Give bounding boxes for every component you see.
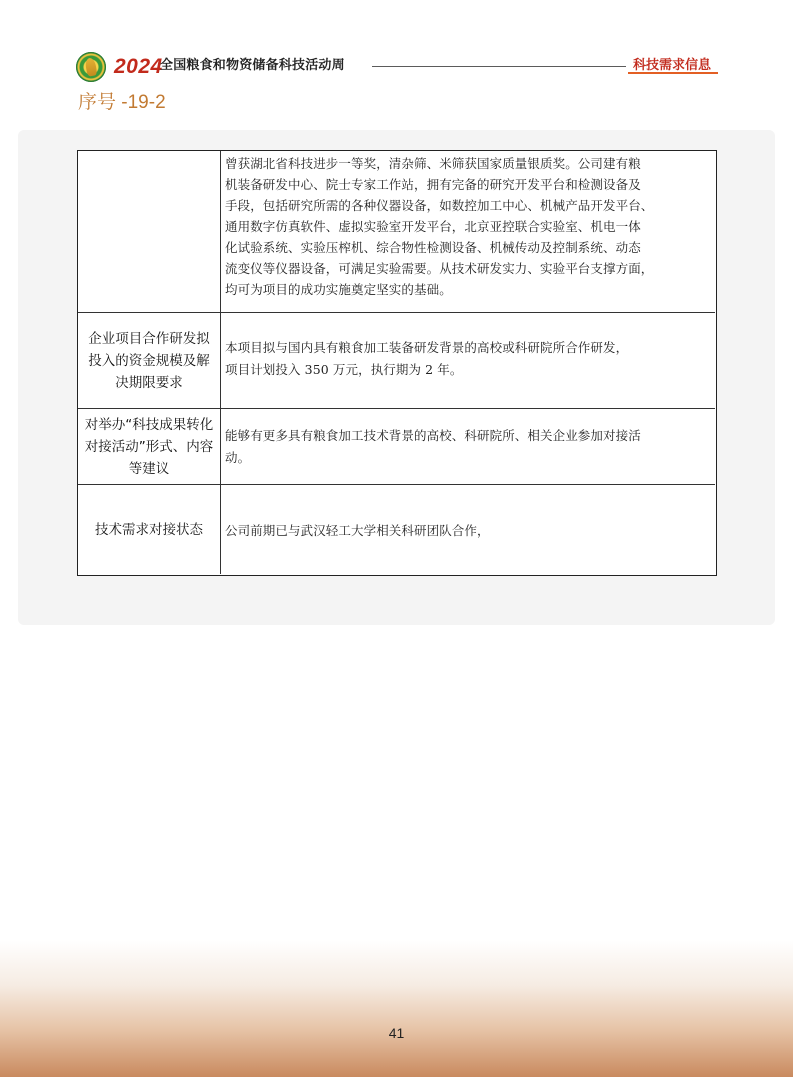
header-section-tag: 科技需求信息 xyxy=(633,58,712,73)
table-row xyxy=(78,485,715,574)
row-label xyxy=(78,151,221,312)
row-content: 曾获湖北省科技进步一等奖，清杂筛、米筛获国家质量银质奖。公司建有粮 机装备研发中心、院士专家工作站，拥有完备的研究开发平台和检测设备及 手段，包括研究所需的各种仪器设备，如数控加工中心、机械产品开发平台、 通用数字仿真软件、虚拟实验室开发平台，北京亚控联合实验室、机电一体 化试验系统、实验压榨机、综合物性检测设备、机械传动及控制系统、动态 流变仪等仪器设备，可满足实验需要。从技术研发实力、实验平台支撑方面， 均可为项目的成功实施奠定坚实的基础。 xyxy=(225,156,654,297)
row-content: 能够有更多具有粮食加工技术背景的高校、科研院所、相关企业参加对接活 动。 xyxy=(225,428,641,465)
header-year: 2024 xyxy=(114,55,163,78)
row-label: 企业项目合作研发拟投入的资金规模及解决期限要求 xyxy=(78,313,221,408)
serial-number: 序号 -19-2 xyxy=(78,92,166,113)
page-number: 41 xyxy=(388,1025,405,1041)
table-row xyxy=(78,313,715,409)
table-row xyxy=(78,151,715,313)
header-divider xyxy=(372,66,626,67)
requirement-table xyxy=(77,150,717,576)
row-label: 技术需求对接状态 xyxy=(78,485,221,574)
header-event-title: 全国粮食和物资储备科技活动周 xyxy=(160,58,345,73)
row-content: 本项目拟与国内具有粮食加工装备研发背景的高校或科研院所合作研发， 项目计划投入 350 万元，执行期为 2 年。 xyxy=(225,340,629,377)
row-content: 公司前期已与武汉轻工大学相关科研团队合作， xyxy=(225,523,490,538)
row-label: 对举办“科技成果转化对接活动”形式、内容等建议 xyxy=(78,409,221,484)
table-row xyxy=(78,409,715,485)
header-accent-rule xyxy=(628,72,718,74)
page-header xyxy=(0,0,793,92)
